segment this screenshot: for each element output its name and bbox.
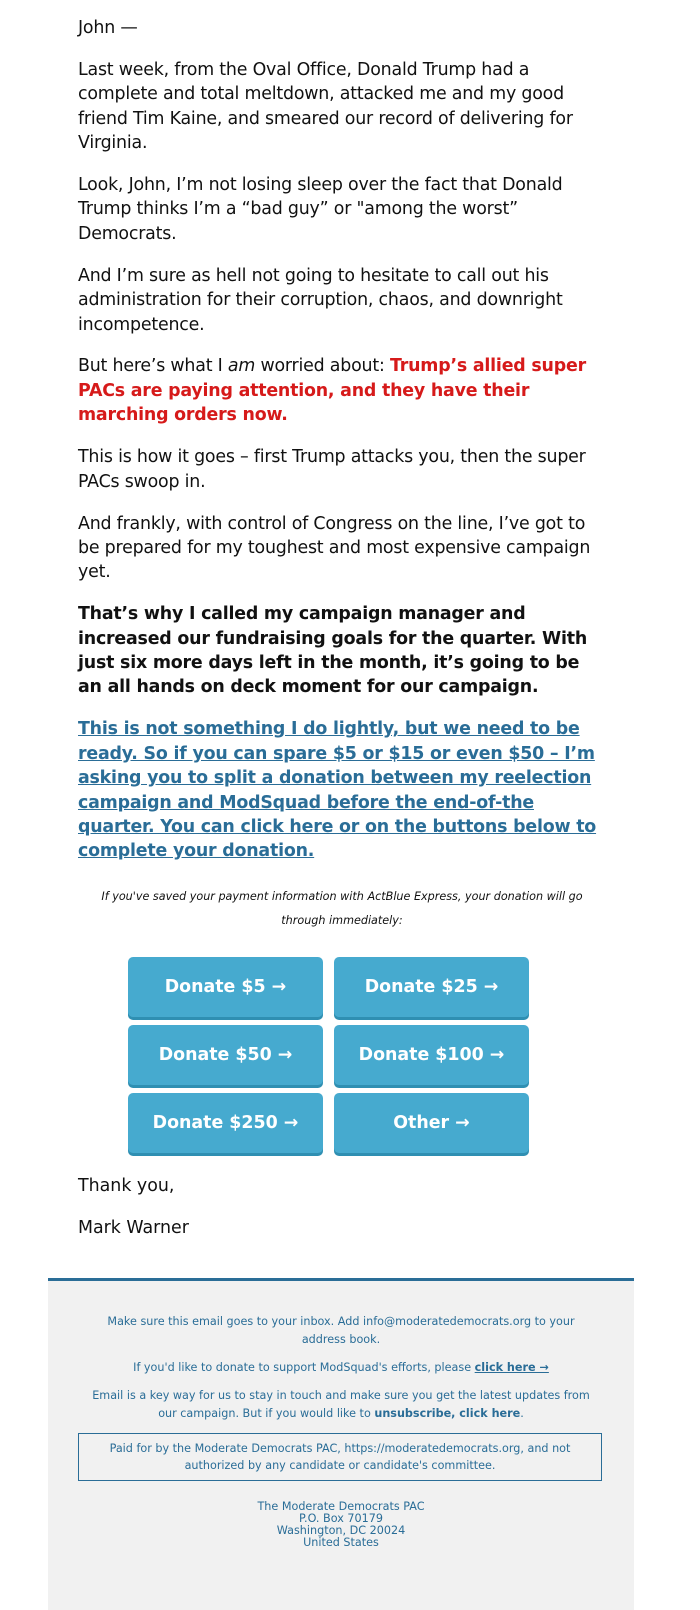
worried-middle: worried about:: [255, 356, 390, 377]
donation-link[interactable]: This is not something I do lightly, but we need to be ready. So if you can spare $5 or $15 or even $50 – I’m asking you to split a donation between my reelection campaign and ModSquad before the end-of-the quarter. You can click here or on the buttons below to complete your donation.: [78, 719, 597, 862]
address-box: P.O. Box 70179: [299, 1512, 383, 1525]
donate-50-button[interactable]: Donate $50 →: [128, 1025, 323, 1085]
paragraph-congress: And frankly, with control of Congress on the line, I’ve got to be prepared for my toughest and most expensive campaign yet.: [78, 513, 591, 583]
footer-support-text: If you'd like to donate to support ModSquad's efforts, please: [133, 1361, 475, 1374]
mailing-address: [48, 1501, 634, 1549]
signature: Mark Warner: [78, 1218, 189, 1238]
donate-other-button[interactable]: Other →: [334, 1093, 529, 1153]
super-pac-warning: Trump’s allied super PACs are paying attention, and they have their marching orders now.: [78, 356, 586, 426]
unsubscribe-link[interactable]: unsubscribe, click here: [374, 1406, 521, 1420]
paid-for-text: Paid for by the Moderate Democrats PAC, https://moderatedemocrats.org, and not authorized by any candidate or candidate's committee.: [109, 1441, 571, 1472]
donate-5-button[interactable]: Donate $5 →: [128, 957, 323, 1017]
footer: [48, 1278, 634, 1610]
email-body: [78, 16, 606, 881]
footer-support-link[interactable]: click here →: [474, 1361, 549, 1374]
donate-250-button[interactable]: Donate $250 →: [128, 1093, 323, 1153]
footer-support: [88, 1359, 594, 1377]
footer-inbox-note: Make sure this email goes to your inbox. Add info@moderatedemocrats.org to your address book.: [107, 1315, 575, 1346]
footer-updates-end: .: [520, 1406, 524, 1420]
greeting: John —: [78, 18, 138, 38]
paragraph-donation-ask: [78, 717, 606, 863]
paragraph-meltdown: Last week, from the Oval Office, Donald Trump had a complete and total meltdown, attacked me and my good friend Tim Kaine, and smeared our record of delivering for Virginia.: [78, 59, 573, 154]
paragraph-worried: [78, 354, 606, 427]
paragraph-how-it-goes: This is how it goes – first Trump attacks you, then the super PACs swoop in.: [78, 447, 586, 492]
address-org: The Moderate Democrats PAC: [257, 1500, 425, 1513]
actblue-express-note: If you've saved your payment information with ActBlue Express, your donation will go through immediately:: [101, 890, 583, 927]
worried-emphasis: am: [227, 356, 256, 377]
address-country: United States: [303, 1536, 379, 1549]
donate-100-button[interactable]: Donate $100 →: [334, 1025, 529, 1085]
donate-25-button[interactable]: Donate $25 →: [334, 957, 529, 1017]
footer-updates-text: Email is a key way for us to stay in touch and make sure you get the latest updates from our campaign. But if you would like to: [92, 1389, 590, 1420]
address-city: Washington, DC 20024: [276, 1524, 406, 1537]
worried-intro: But here’s what I: [78, 356, 228, 377]
footer-updates: [88, 1387, 594, 1422]
paragraph-not-losing-sleep: Look, John, I’m not losing sleep over the fact that Donald Trump thinks I’m a “bad guy” or "among the worst” Democrats.: [78, 175, 563, 244]
paragraph-fundraising-goals: That’s why I called my campaign manager and increased our fundraising goals for the quarter. With just six more days left in the month, it’s going to be an all hands on deck moment for our campaign.: [78, 604, 588, 698]
paid-for-disclaimer: [78, 1433, 602, 1481]
paragraph-call-out: And I’m sure as hell not going to hesitate to call out his administration for their corruption, chaos, and downright incompetence.: [78, 265, 563, 335]
closing: Thank you,: [78, 1176, 175, 1196]
